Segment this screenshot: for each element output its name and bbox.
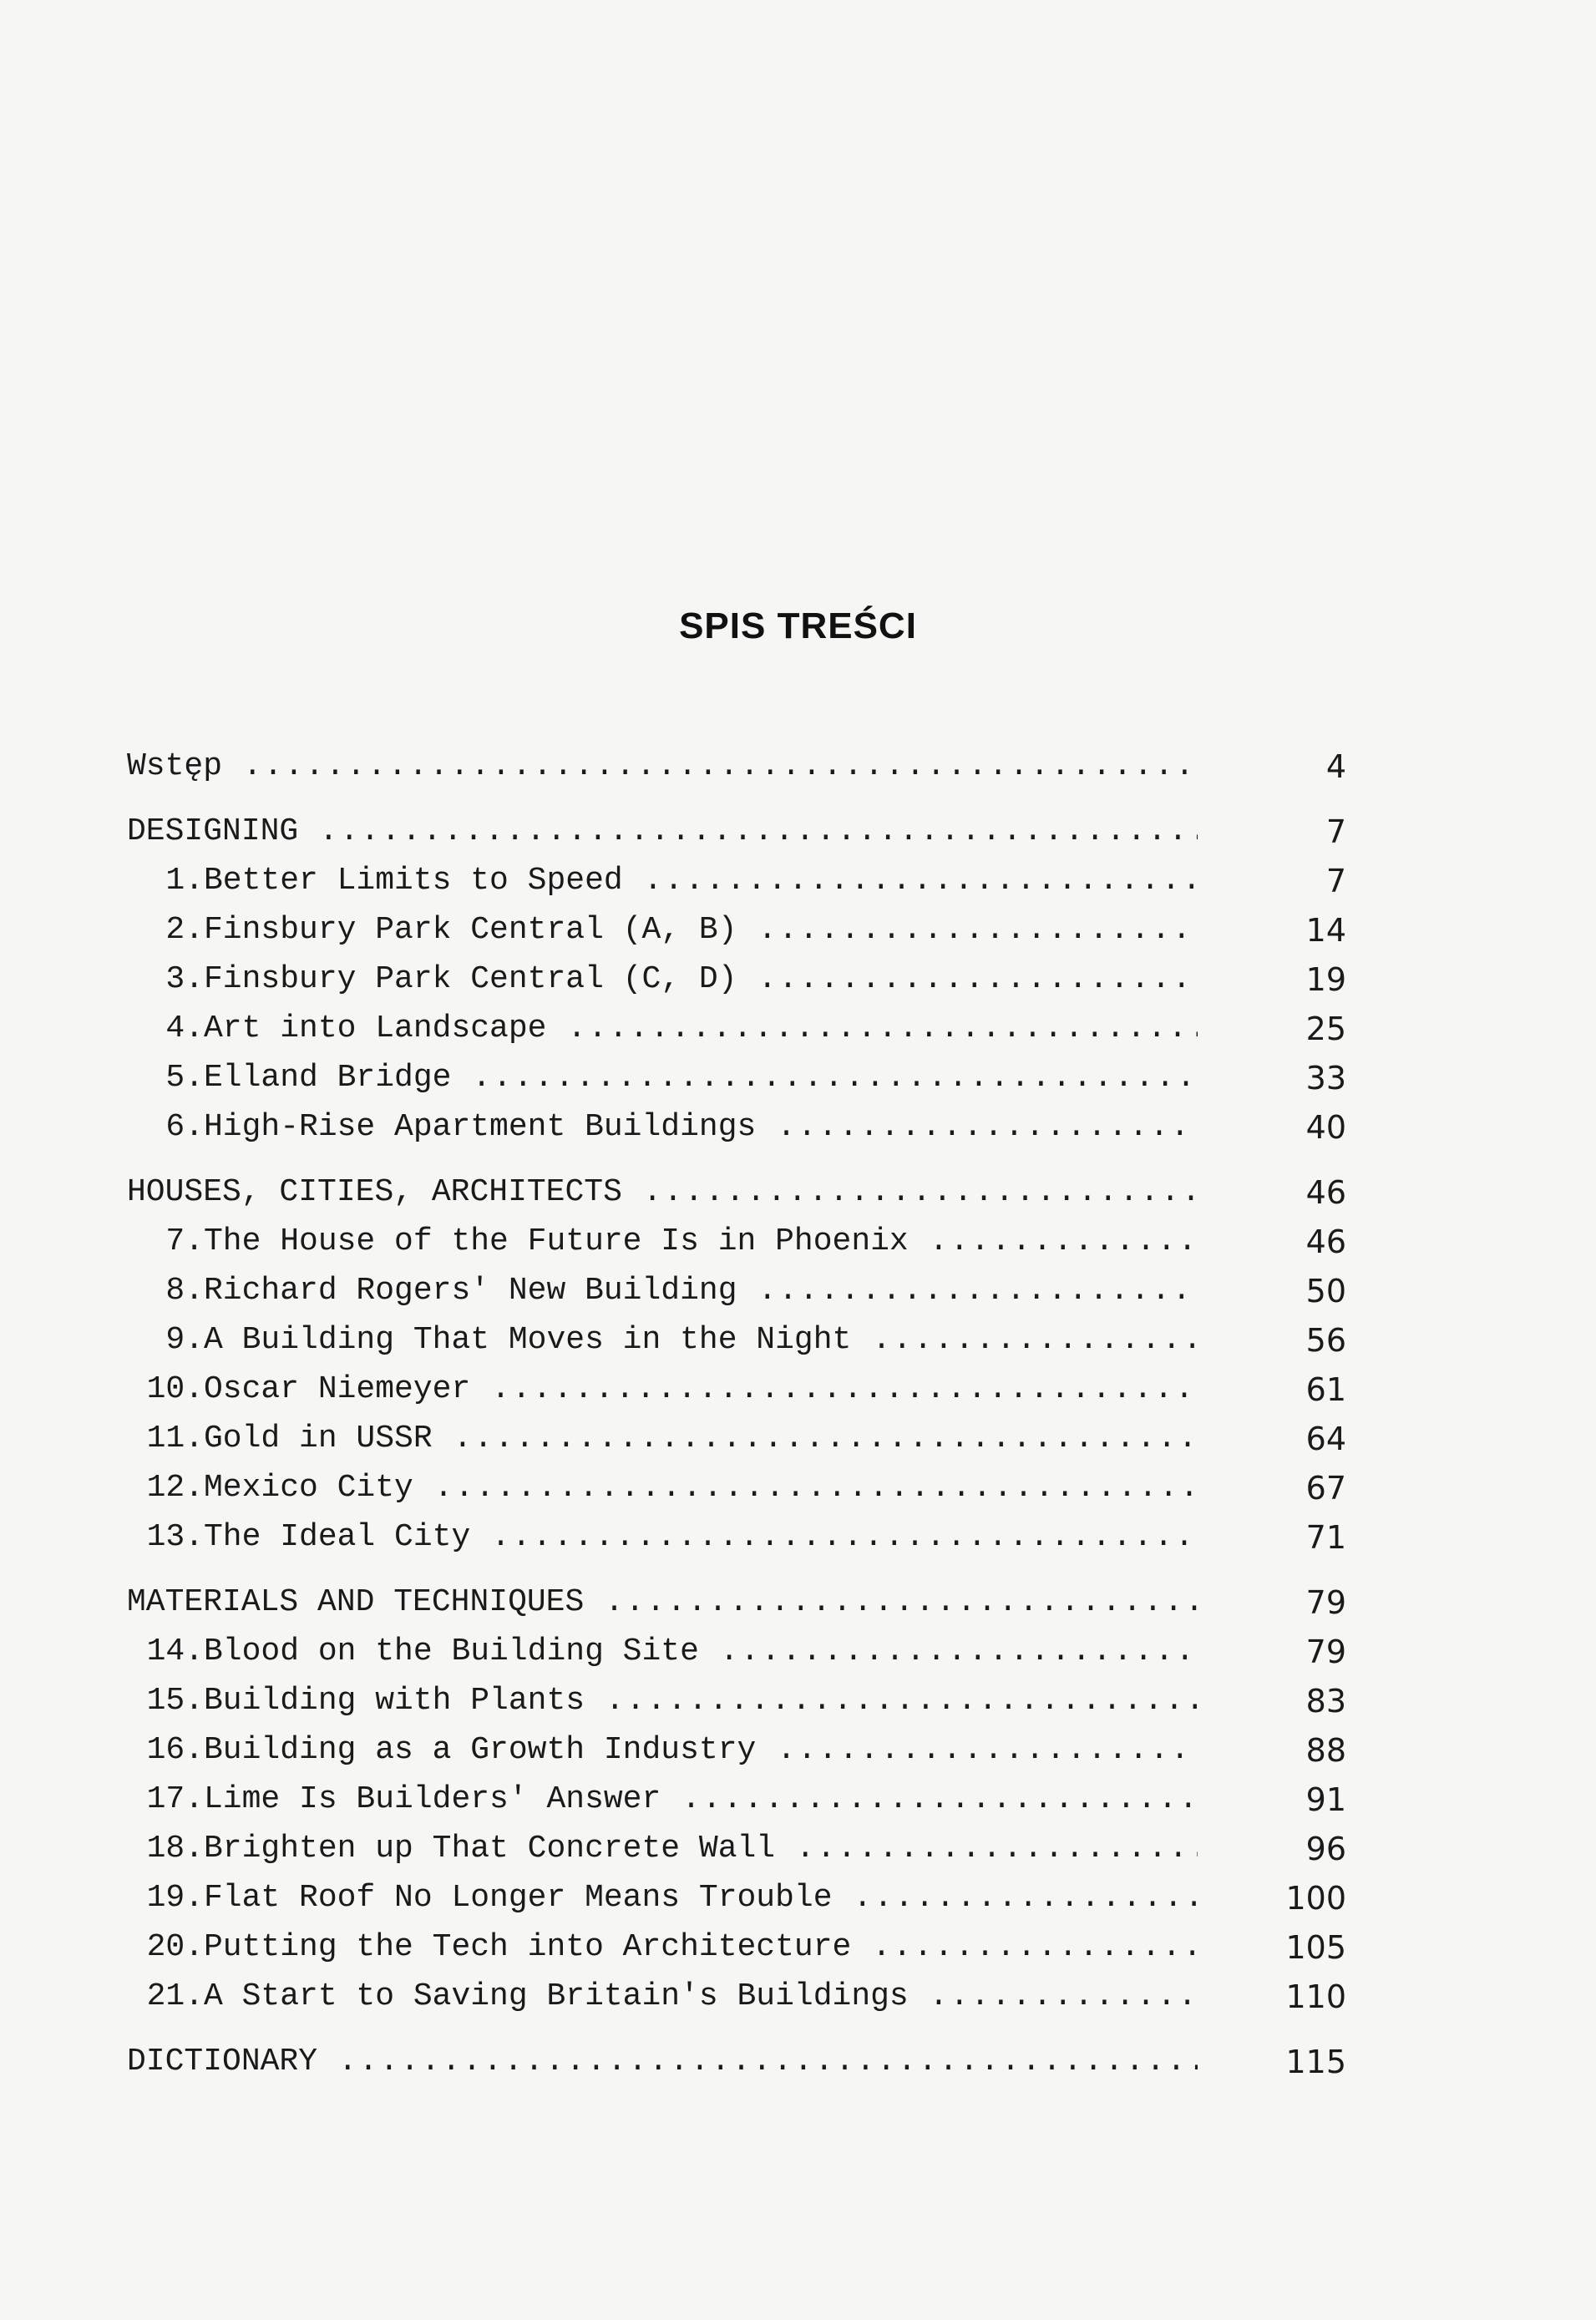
entry-title: Flat Roof No Longer Means Trouble ..... xyxy=(204,1877,1198,1919)
toc-entry-row xyxy=(127,959,1346,1000)
entry-title: Blood on the Building Site ..... xyxy=(204,1631,1198,1673)
entry-title: Mexico City ..... xyxy=(204,1467,1198,1509)
entry-page-number: 110 xyxy=(1285,1978,1346,2015)
entry-number: 18. xyxy=(146,1831,204,1867)
toc-entry-row xyxy=(127,1730,1346,1771)
entry-title: DESIGNING ..... xyxy=(127,811,1198,853)
entry-title: The House of the Future Is in Phoenix ..... xyxy=(204,1221,1198,1263)
toc-entry-row xyxy=(127,1927,1346,1968)
entry-title: A Building That Moves in the Night ..... xyxy=(204,1320,1198,1361)
toc-entry-row xyxy=(127,1877,1346,1919)
entry-title: Lime Is Builders' Answer ..... xyxy=(204,1779,1198,1821)
entry-title: HOUSES, CITIES, ARCHITECTS ..... xyxy=(127,1172,1198,1213)
entry-title: Finsbury Park Central (C, D) ..... xyxy=(204,959,1198,1000)
toc-section-row xyxy=(127,811,1346,853)
entry-number: 4. xyxy=(165,1011,204,1046)
toc-entry-row xyxy=(127,1631,1346,1673)
entry-title: Oscar Niemeyer ..... xyxy=(204,1369,1198,1411)
toc-entry-row xyxy=(127,1270,1346,1312)
toc-entry-row xyxy=(127,1828,1346,1870)
entry-number: 17. xyxy=(146,1781,204,1817)
toc-entry-row xyxy=(127,1680,1346,1722)
entry-page-number: 91 xyxy=(1305,1781,1346,1818)
entry-page-number: 46 xyxy=(1305,1223,1346,1260)
entry-page-number: 96 xyxy=(1305,1831,1346,1867)
entry-page-number: 83 xyxy=(1305,1683,1346,1720)
entry-number: 11. xyxy=(146,1421,204,1456)
entry-page-number: 33 xyxy=(1305,1060,1346,1097)
entry-page-number: 115 xyxy=(1285,2044,1346,2080)
toc-entry-row xyxy=(127,1517,1346,1558)
entry-title: Finsbury Park Central (A, B) ..... xyxy=(204,909,1198,951)
entry-number: 20. xyxy=(146,1929,204,1965)
entry-number: 16. xyxy=(146,1732,204,1768)
entry-title: A Start to Saving Britain's Buildings ..... xyxy=(204,1976,1198,2018)
entry-page-number: 25 xyxy=(1305,1011,1346,1047)
entry-title: Art into Landscape ..... xyxy=(204,1008,1198,1050)
toc-entry-row xyxy=(127,1369,1346,1411)
entry-page-number: 7 xyxy=(1325,813,1346,850)
entry-title: Brighten up That Concrete Wall ..... xyxy=(204,1828,1198,1870)
entry-number: 13. xyxy=(146,1519,204,1555)
toc-entry-row xyxy=(127,1057,1346,1099)
entry-page-number: 19 xyxy=(1305,961,1346,998)
entry-page-number: 88 xyxy=(1305,1732,1346,1769)
entry-number: 15. xyxy=(146,1683,204,1719)
toc-section-row xyxy=(127,1582,1346,1623)
toc-section-row xyxy=(127,2041,1346,2083)
entry-page-number: 79 xyxy=(1305,1634,1346,1670)
toc-entry-row xyxy=(127,860,1346,902)
toc-entry-row xyxy=(127,1467,1346,1509)
entry-page-number: 100 xyxy=(1285,1880,1346,1917)
toc-section-row xyxy=(127,746,1346,788)
entry-title: Building as a Growth Industry ..... xyxy=(204,1730,1198,1771)
entry-title: The Ideal City ..... xyxy=(204,1517,1198,1558)
entry-page-number: 79 xyxy=(1305,1584,1346,1621)
entry-page-number: 67 xyxy=(1305,1470,1346,1507)
entry-number: 21. xyxy=(146,1978,204,2014)
toc-entry-row xyxy=(127,1418,1346,1460)
entry-number: 9. xyxy=(165,1322,204,1358)
toc-section-row xyxy=(127,1172,1346,1213)
entry-title: High-Rise Apartment Buildings ..... xyxy=(204,1107,1198,1148)
entry-page-number: 4 xyxy=(1325,748,1346,785)
entry-title: Putting the Tech into Architecture ..... xyxy=(204,1927,1198,1968)
entry-title: MATERIALS AND TECHNIQUES ..... xyxy=(127,1582,1198,1623)
entry-page-number: 61 xyxy=(1305,1371,1346,1408)
toc-entry-row xyxy=(127,1320,1346,1361)
entry-number: 12. xyxy=(146,1470,204,1506)
entry-page-number: 14 xyxy=(1305,912,1346,949)
toc-entry-row xyxy=(127,1008,1346,1050)
entry-number: 8. xyxy=(165,1273,204,1309)
entry-page-number: 105 xyxy=(1285,1929,1346,1966)
entry-title: Elland Bridge ..... xyxy=(204,1057,1198,1099)
entry-page-number: 64 xyxy=(1305,1421,1346,1457)
entry-number: 1. xyxy=(165,863,204,899)
entry-page-number: 40 xyxy=(1305,1109,1346,1146)
page-title: SPIS TREŚCI xyxy=(679,605,917,646)
entry-title: Better Limits to Speed ..... xyxy=(204,860,1198,902)
toc-entry-row xyxy=(127,909,1346,951)
entry-number: 2. xyxy=(165,912,204,948)
entry-page-number: 46 xyxy=(1305,1174,1346,1211)
toc-entry-row xyxy=(127,1221,1346,1263)
entry-page-number: 7 xyxy=(1325,863,1346,899)
entry-number: 19. xyxy=(146,1880,204,1916)
entry-title: Building with Plants ..... xyxy=(204,1680,1198,1722)
entry-title: Gold in USSR ..... xyxy=(204,1418,1198,1460)
toc-entry-row xyxy=(127,1976,1346,2018)
entry-number: 3. xyxy=(165,961,204,997)
entry-page-number: 50 xyxy=(1305,1273,1346,1309)
entry-number: 10. xyxy=(146,1371,204,1407)
entry-page-number: 71 xyxy=(1305,1519,1346,1556)
entry-number: 14. xyxy=(146,1634,204,1669)
entry-number: 6. xyxy=(165,1109,204,1145)
entry-title: DICTIONARY ..... xyxy=(127,2041,1198,2083)
entry-number: 7. xyxy=(165,1223,204,1259)
entry-title: Wstęp ..... xyxy=(127,746,1198,788)
entry-page-number: 56 xyxy=(1305,1322,1346,1359)
toc-entry-row xyxy=(127,1107,1346,1148)
entry-number: 5. xyxy=(165,1060,204,1096)
entry-title: Richard Rogers' New Building ..... xyxy=(204,1270,1198,1312)
toc-entry-row xyxy=(127,1779,1346,1821)
